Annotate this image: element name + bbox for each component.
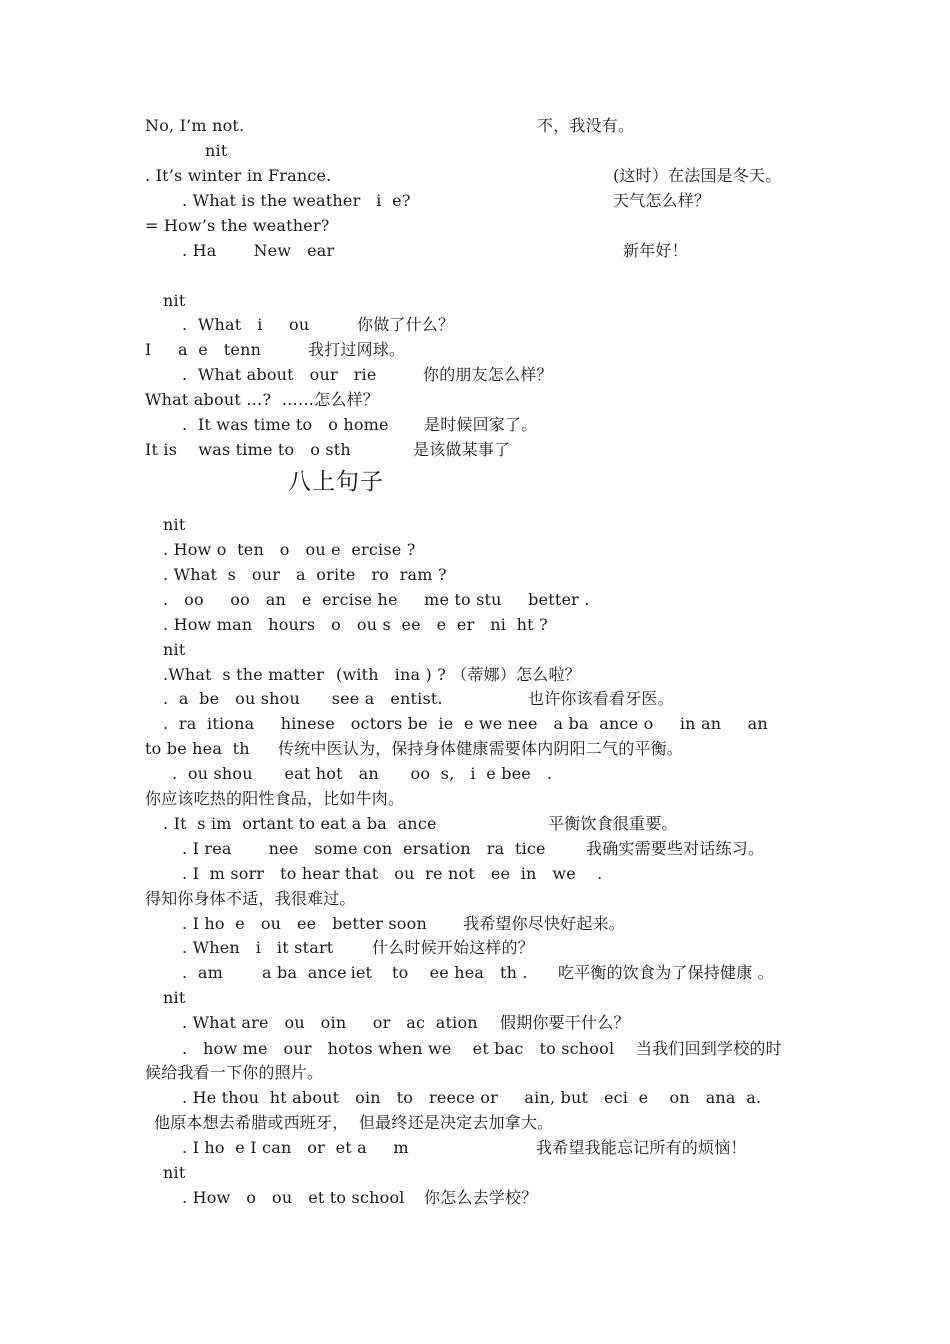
- sentence-english: . oo oo an e ercise he me to stu better .: [163, 590, 590, 609]
- sentence-chinese: 我希望我能忘记所有的烦恼！: [536, 1138, 747, 1157]
- unit-heading: nit: [163, 1163, 186, 1182]
- sentence-english: . When i it start: [182, 938, 334, 957]
- sentence-chinese: 平衡饮食很重要。: [548, 814, 678, 833]
- sentence-chinese: 是该做某事了: [413, 440, 511, 459]
- unit-heading: nit: [163, 640, 186, 659]
- sentence-english: .What s the matter: [163, 665, 325, 684]
- sentence-chinese: 什么时候开始这样的？: [372, 938, 535, 957]
- sentence-english: = How’s the weather?: [145, 216, 330, 235]
- unit-heading: nit: [163, 515, 186, 534]
- sentence-english: . how me our hotos when we et bac to school: [182, 1039, 615, 1058]
- sentence-english: to be hea th: [145, 739, 250, 758]
- sentence-chinese: 假期你要干什么？: [500, 1013, 630, 1032]
- sentence-english: . What about our rie: [182, 365, 377, 384]
- sentence-chinese: 你的朋友怎么样？: [423, 365, 553, 384]
- sentence-english: . What i ou: [182, 315, 310, 334]
- sentence-english: . It s im ortant to eat a ba ance: [163, 814, 437, 833]
- sentence-english: . What s our a orite ro ram ?: [163, 565, 447, 584]
- sentence-chinese: 当我们回到学校的时: [636, 1039, 782, 1058]
- sentence-english: . What are ou oin or ac ation: [182, 1013, 478, 1032]
- sentence-english: iet: [340, 963, 373, 982]
- sentence-mixed: (with ina ) ? （蒂娜）怎么啦？: [336, 665, 581, 684]
- sentence-chinese: 你应该吃热的阳性食品，比如牛肉。: [145, 789, 405, 808]
- sentence-chinese: 我确实需要些对话练习。: [586, 839, 765, 858]
- sentence-chinese: 是时候回家了。: [424, 415, 538, 434]
- sentence-chinese: 也许你该看看牙医。: [528, 689, 674, 708]
- sentence-english: I a e tenn: [145, 340, 262, 359]
- unit-heading: nit: [205, 141, 228, 160]
- sentence-chinese: 我希望你尽快好起来。: [463, 914, 626, 933]
- sentence-chinese: 得知你身体不适，我很难过。: [145, 889, 356, 908]
- sentence-english: . It’s winter in France.: [145, 166, 332, 185]
- sentence-english: . am: [182, 963, 245, 982]
- sentence-chinese: 不，我没有。: [537, 116, 635, 135]
- sentence-english: . What is the weather i e?: [182, 191, 411, 210]
- sentence-english: . It was time to o home: [182, 415, 389, 434]
- sentence-english: . How man hours o ou s ee e er ni ht ?: [163, 615, 548, 634]
- unit-heading: nit: [163, 291, 186, 310]
- sentence-english: a ba ance: [262, 963, 347, 982]
- sentence-english: to ee hea th .: [392, 963, 528, 982]
- sentence-chinese: 我打过网球。: [308, 340, 406, 359]
- sentence-english: . I m sorr to hear that ou re not ee in we .: [182, 864, 603, 883]
- sentence-chinese: 你怎么去学校？: [424, 1188, 538, 1207]
- sentence-english: . How o ou et to school: [182, 1188, 405, 1207]
- sentence-english: . ou shou eat hot an oo s, i e bee .: [172, 764, 553, 783]
- sentence-english: . Ha New ear: [182, 241, 335, 260]
- sentence-chinese: 候给我看一下你的照片。: [145, 1063, 324, 1082]
- sentence-english: It is was time to o sth: [145, 440, 351, 459]
- sentence-english: . He thou ht about oin to reece or ain, but eci e on ana a.: [182, 1088, 762, 1107]
- sentence-english: No, I’m not.: [145, 116, 245, 135]
- sentence-english: . I rea nee some con ersation ra tice: [182, 839, 546, 858]
- sentence-english: . ra itiona hinese octors be ie e we nee a ba ance o in an an: [163, 714, 768, 733]
- sentence-chinese: 吃平衡的饮食为了保持健康 。: [558, 963, 774, 982]
- sentence-english: . How o ten o ou e ercise ?: [163, 540, 416, 559]
- sentence-chinese: 新年好！: [623, 241, 688, 260]
- sentence-english: . I ho e ou ee better soon: [182, 914, 427, 933]
- sentence-chinese: (这时）在法国是冬天。: [613, 166, 782, 185]
- sentence-english: . I ho e I can or et a m: [182, 1138, 409, 1157]
- sentence-chinese: 传统中医认为，保持身体健康需要体内阴阳二气的平衡。: [278, 739, 684, 758]
- sentence-chinese: 天气怎么样？: [613, 191, 711, 210]
- sentence-chinese: 他原本想去希腊或西班牙， 但最终还是决定去加拿大。: [154, 1113, 554, 1132]
- sentence-english: . a be ou shou see a entist.: [163, 689, 443, 708]
- page-title: 八上句子: [288, 469, 384, 495]
- sentence-english: What about …? ……怎么样？: [145, 390, 379, 409]
- unit-heading: nit: [163, 988, 186, 1007]
- sentence-chinese: 你做了什么？: [357, 315, 455, 334]
